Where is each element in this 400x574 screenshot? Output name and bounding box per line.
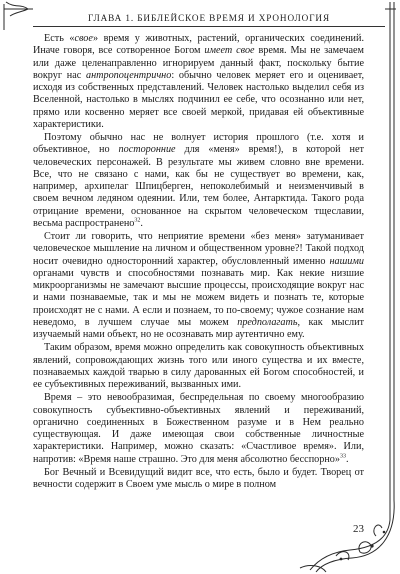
paragraph [33,392,364,466]
page-number: 23 [353,523,364,535]
paragraph [33,342,364,391]
text-run: Таким образом, время можно определить как совокупность объективных явлений, сопровождающих жизнь того или иного существа и их вместе, познаваемых каждой тварью в силу дарованных ей Богом способностей, и ее субъективных переживаний, вызванных ими. [33,342,364,390]
paragraph [33,231,364,341]
chapter-title: ГЛАВА 1. БИБЛЕЙСКОЕ ВРЕМЯ И ХРОНОЛОГИЯ [88,13,330,23]
paragraph [33,467,364,492]
text-run: Бог Вечный и Всевидущий видит все, что есть, было и будет. Творец от вечности содержит в Своем уме мысль о мире в полном [33,466,364,490]
emphasis: антропоцентрично [85,69,172,81]
text-run: , как мыслит изучаемый нами объект, но не осознавать мир аутентично ему. [33,316,364,340]
text-run: Есть « [44,33,75,44]
paragraph [33,33,364,131]
running-header [33,8,385,26]
text-run: Стоит ли говорить, что неприятие времени «без меня» затуманивает человеческое мышление на личном и общественном уровне?! Такой подход носит очевидно односторонний характер, обусловленный именно [33,231,364,267]
text-run: Поэтому обычно нас не волнует история прошлого (т.е. хотя и объективное, но [33,132,364,156]
emphasis: свое [74,33,93,44]
footnote-ref: 33 [339,453,346,460]
emphasis: имеет свое [204,45,255,57]
emphasis: нашими [329,255,364,267]
text-run: время. Мы не замечаем или даже целенаправленно игнорируем данный факт, поскольку бытие вокруг нас [33,45,364,81]
text-run: . [345,453,349,465]
text-run: для «меня» время!), в которой нет человеческих персонажей. В результате мы живем словно вне времени. Все, что не связано с нами, как бы не существует во времени, как, например, архипелаг Шпицберген, непоколебимый и неизменчивый в своем вечном ледяном одеянии. Или, тем более, Антарктида. Такого рода отрицание времени, основанное на скрытом человеческом тщеславии, весьма распространено [33,144,364,229]
body-text [33,33,364,492]
header-rule [33,26,385,27]
emphasis: предполагать [237,316,298,328]
text-run: органами чувств и способностями познавать мир. Как некие низшие микроорганизмы не замечают высшие процессы, происходящие вокруг нас и нами познаваемые, так и мы не можем видеть и познать те, которые происходят не с нами. А если и познаем, то по-своему; чужое сознание нам неведомо, в лучшем случае мы можем [33,267,364,328]
text-run: Время – это невообразимая, беспредельная по своему многообразию совокупность субъективно-объективных явлений и переживаний, органично соединенных в Божественном разуме и в Нем реально существующая. И даже имеющая свои собственные личностные характеристики. Например, можно сказать: «Счастливое время». Или, напротив: «Время наше страшно. Это для меня абсолютно бесспорно» [33,392,364,465]
text-run: » время у животных, растений, органических соединений. Иначе говоря, все сотворенное Богом [33,33,364,57]
text-run: . [140,217,143,229]
footnote-ref: 32 [134,217,141,224]
paragraph [33,132,364,230]
text-run: : обычно человек меряет его и оценивает, исходя из собственных представлений. Человек настолько выделил себя из Вселенной, настолько в мыслях подчинил ее себе, что осознанно или нет, прямо или косвенно меряет все своей меркой, придавая ей объективные характеристики. [33,69,364,130]
emphasis: посторонние [118,144,176,156]
